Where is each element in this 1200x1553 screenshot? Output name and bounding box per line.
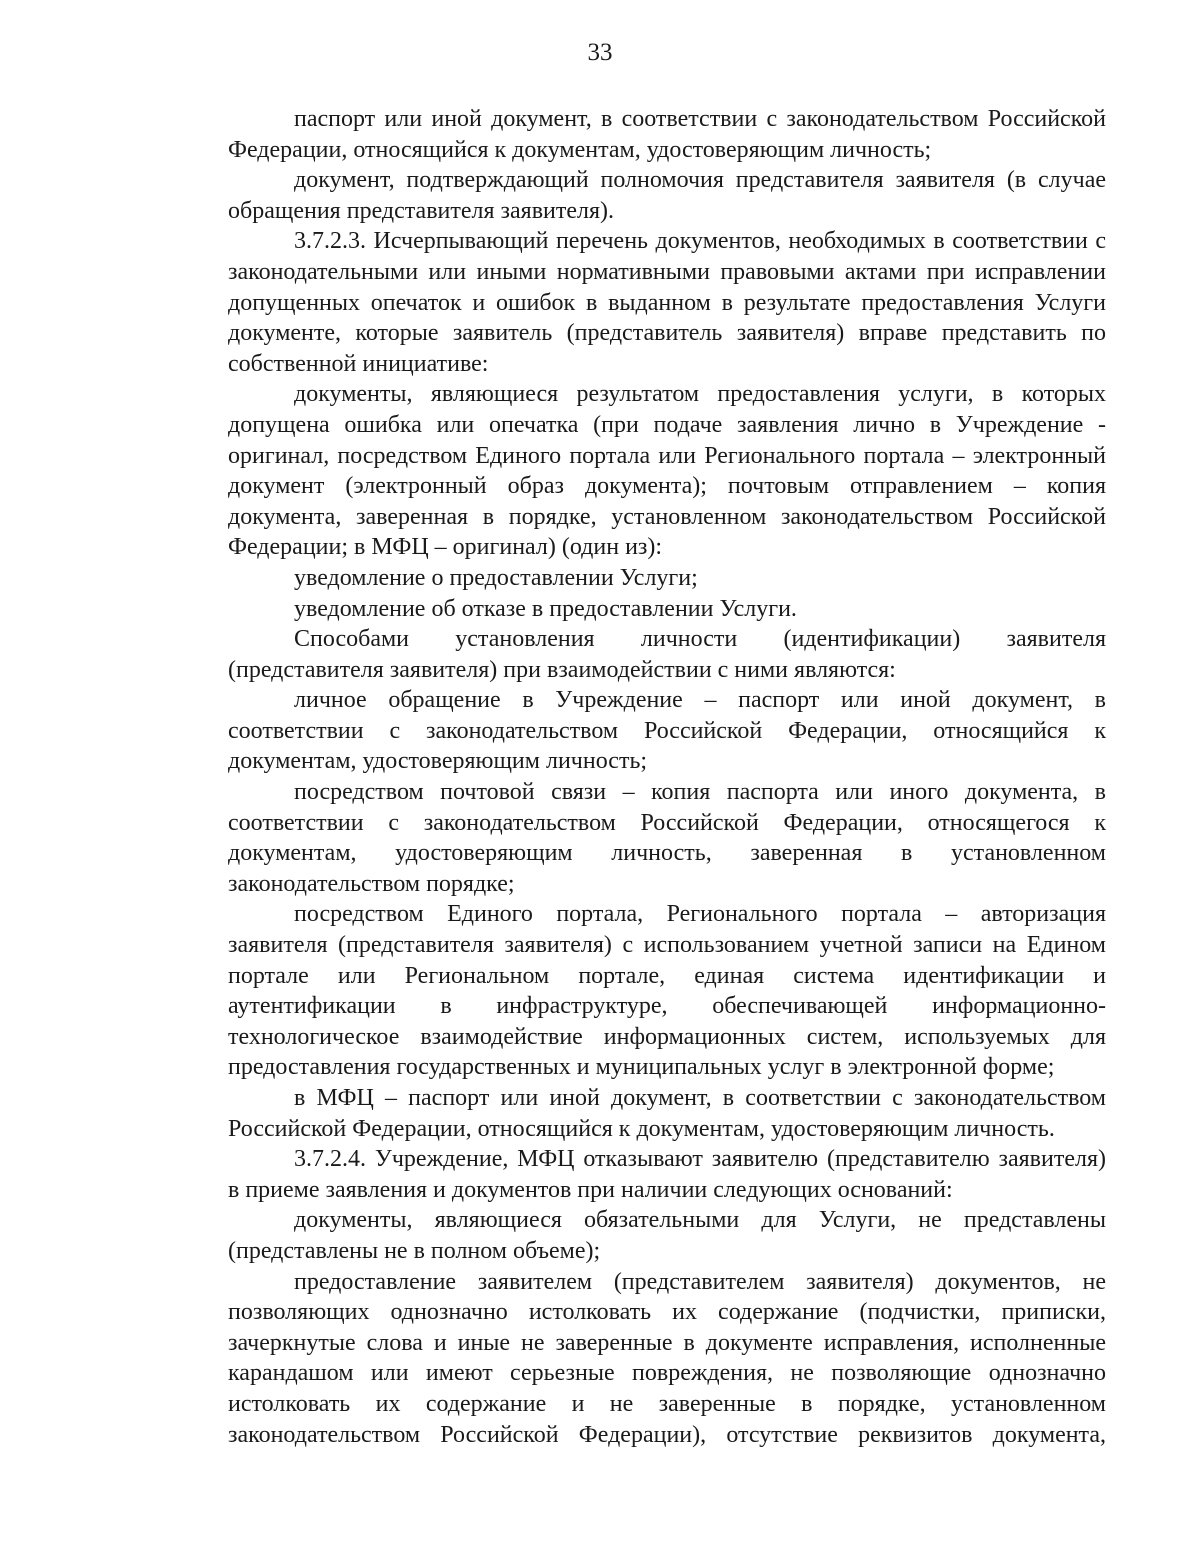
- paragraph-personal-visit: личное обращение в Учреждение – паспорт или иной документ, в соответствии с законодательством Российской Федерации, относящийся к документам, удостоверяющим личность;: [228, 687, 1106, 775]
- paragraph-mfc: в МФЦ – паспорт или иной документ, в соответствии с законодательством Российской Федерации, относящийся к документам, удостоверяющим личность.: [228, 1085, 1106, 1142]
- paragraph-result-documents: документы, являющиеся результатом предоставления услуги, в которых допущена ошибка или опечатка (при подаче заявления лично в Учреждение - оригинал, посредством Единого портала или Регионального портала – электронный документ (электронный образ документа); почтовым отправлением – копия документа, заверенная в порядке, установленном законодательством Российской Федерации; в МФЦ – оригинал) (один из):: [228, 381, 1106, 561]
- paragraph-portal: посредством Единого портала, Регионального портала – авторизация заявителя (представителя заявителя) с использованием учетной записи на Едином портале или Региональном портале, единая система идентификации и аутентификации в инфраструктуре, обеспечивающей информационно-технологическое взаимодействие информационных систем, используемых для предоставления государственных и муниципальных услуг в электронной форме;: [228, 901, 1106, 1081]
- paragraph-identification-methods: Способами установления личности (идентификации) заявителя (представителя заявителя) при взаимодействии с ними являются:: [228, 626, 1106, 683]
- paragraph-3-7-2-3: 3.7.2.3. Исчерпывающий перечень документов, необходимых в соответствии с законодательными или иными нормативными правовыми актами при исправлении допущенных опечаток и ошибок в выданном в результате предоставления Услуги документе, которые заявитель (представитель заявителя) вправе представить по собственной инициативе:: [228, 228, 1106, 377]
- paragraph-notice-provision: уведомление о предоставлении Услуги;: [294, 564, 698, 591]
- paragraph-3-7-2-4: 3.7.2.4. Учреждение, МФЦ отказывают заявителю (представителю заявителя) в приеме заявления и документов при наличии следующих оснований:: [228, 1146, 1106, 1203]
- paragraph-ambiguous-documents: предоставление заявителем (представителем заявителя) документов, не позволяющих однозначно истолковать их содержание (подчистки, приписки, зачеркнутые слова и иные не заверенные в документе исправления, исполненные карандашом или имеют серьезные повреждения, не позволяющие однозначно истолковать их содержание и не заверенные в порядке, установленном законодательством Российской Федерации), отсутствие реквизитов документа,: [228, 1268, 1106, 1448]
- page-number: 33: [587, 39, 613, 66]
- paragraph-notice-refusal: уведомление об отказе в предоставлении Услуги.: [294, 595, 797, 622]
- paragraph-postal: посредством почтовой связи – копия паспорта или иного документа, в соответствии с законодательством Российской Федерации, относящегося к документам, удостоверяющим личность, заверенная в установленном законодательством порядке;: [228, 779, 1106, 897]
- paragraph-representative-authority: документ, подтверждающий полномочия представителя заявителя (в случае обращения представителя заявителя).: [228, 167, 1106, 224]
- document-body: [228, 104, 1106, 1450]
- paragraph-identity-document: паспорт или иной документ, в соответствии с законодательством Российской Федерации, относящийся к документам, удостоверяющим личность;: [228, 106, 1106, 163]
- paragraph-missing-documents: документы, являющиеся обязательными для Услуги, не представлены (представлены не в полном объеме);: [228, 1207, 1106, 1264]
